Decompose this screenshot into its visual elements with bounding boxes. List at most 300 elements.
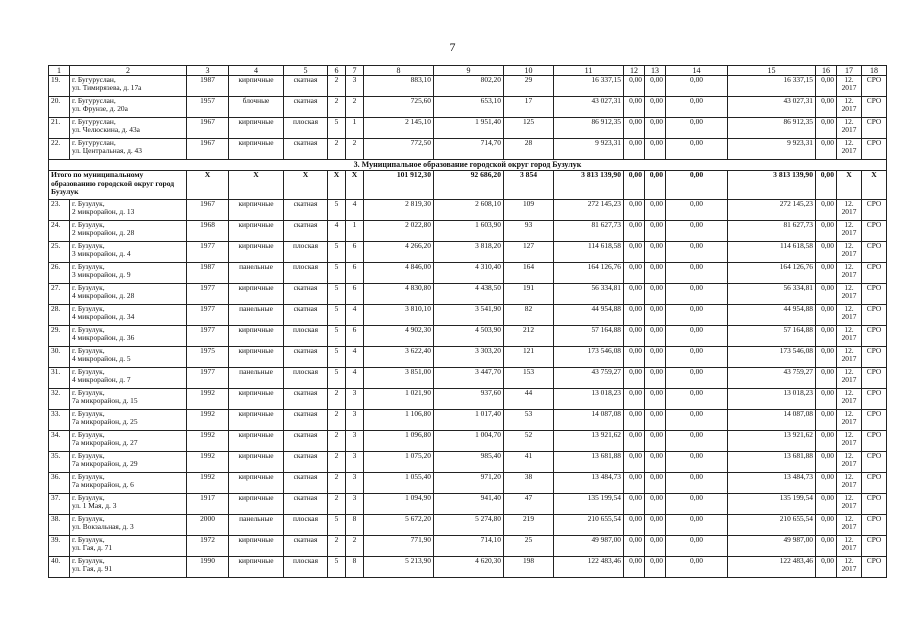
cell: 16 337,15 xyxy=(554,76,624,97)
cell: 2 022,80 xyxy=(364,221,434,242)
cell: 0,00 xyxy=(645,221,666,242)
cell: 3 303,20 xyxy=(434,347,504,368)
deadline-month: 12. xyxy=(844,75,854,84)
cell: 2 xyxy=(328,139,346,160)
address-cell xyxy=(70,557,187,578)
cell: 1 055,40 xyxy=(364,473,434,494)
total-label: Итого по муниципальному образованию городской округ город Бузулук xyxy=(49,171,187,200)
address-city: г. Бузулук, xyxy=(72,409,105,418)
row-number: 19. xyxy=(49,76,70,97)
cell: 0,00 xyxy=(624,410,645,431)
cell: 114 618,58 xyxy=(728,242,816,263)
cell: 212 xyxy=(504,326,554,347)
cell: 0,00 xyxy=(624,389,645,410)
cell: 2 145,10 xyxy=(364,118,434,139)
cell: панельные xyxy=(229,305,284,326)
address-street: 2 микрорайон, д. 28 xyxy=(72,228,135,237)
address-street: 3 микрорайон, д. 9 xyxy=(72,270,131,279)
cell: 52 xyxy=(504,431,554,452)
cell: 0,00 xyxy=(666,368,728,389)
cell: 0,00 xyxy=(645,326,666,347)
column-number: 18 xyxy=(862,66,887,76)
deadline-month: 12. xyxy=(844,220,854,229)
deadline-month: 12. xyxy=(844,388,854,397)
address-cell xyxy=(70,347,187,368)
cell: 0,00 xyxy=(666,200,728,221)
cell: 28 xyxy=(504,139,554,160)
deadline-year: 2017 xyxy=(841,104,857,113)
cell: 0,00 xyxy=(645,368,666,389)
cell: кирпичные xyxy=(229,242,284,263)
cell: 0,00 xyxy=(666,431,728,452)
cell: 0,00 xyxy=(645,284,666,305)
cell: 5 xyxy=(328,515,346,536)
fund-method-cell: СРО xyxy=(862,431,887,452)
cell: 0,00 xyxy=(816,200,837,221)
cell: 3 810,10 xyxy=(364,305,434,326)
deadline-year: 2017 xyxy=(841,312,857,321)
cell: 1 004,70 xyxy=(434,431,504,452)
row-number: 31. xyxy=(49,368,70,389)
cell: 3 xyxy=(346,473,364,494)
cell: скатная xyxy=(284,284,328,305)
cell: 9 923,31 xyxy=(554,139,624,160)
total-cell: 101 912,30 xyxy=(364,171,434,200)
cell: 44 954,88 xyxy=(554,305,624,326)
address-cell xyxy=(70,431,187,452)
cell: 0,00 xyxy=(666,347,728,368)
deadline-year: 2017 xyxy=(841,480,857,489)
deadline-year: 2017 xyxy=(841,396,857,405)
table-row xyxy=(49,221,887,242)
address-street: 3 микрорайон, д. 4 xyxy=(72,249,131,258)
cell: 1975 xyxy=(187,347,229,368)
cell: плоская xyxy=(284,118,328,139)
address-street: ул. Фрунзе, д. 20а xyxy=(72,104,128,113)
row-number: 29. xyxy=(49,326,70,347)
deadline-year: 2017 xyxy=(841,438,857,447)
cell: 4 xyxy=(328,221,346,242)
cell: 125 xyxy=(504,118,554,139)
address-street: 4 микрорайон, д. 7 xyxy=(72,375,131,384)
cell: 0,00 xyxy=(816,494,837,515)
cell: 0,00 xyxy=(816,284,837,305)
cell: 1 106,80 xyxy=(364,410,434,431)
cell: 0,00 xyxy=(666,536,728,557)
cell: панельные xyxy=(229,368,284,389)
cell: 109 xyxy=(504,200,554,221)
cell: 121 xyxy=(504,347,554,368)
fund-method-cell: СРО xyxy=(862,557,887,578)
address-cell xyxy=(70,515,187,536)
deadline-cell xyxy=(837,368,862,389)
cell: 0,00 xyxy=(666,139,728,160)
cell: 135 199,54 xyxy=(728,494,816,515)
fund-method-cell: СРО xyxy=(862,118,887,139)
row-number: 33. xyxy=(49,410,70,431)
cell: 0,00 xyxy=(816,305,837,326)
fund-method-cell: СРО xyxy=(862,473,887,494)
table-row xyxy=(49,347,887,368)
fund-method-cell: СРО xyxy=(862,221,887,242)
deadline-cell xyxy=(837,536,862,557)
cell: 0,00 xyxy=(666,410,728,431)
cell: скатная xyxy=(284,305,328,326)
deadline-cell xyxy=(837,97,862,118)
deadline-year: 2017 xyxy=(841,228,857,237)
cell: 122 483,46 xyxy=(554,557,624,578)
cell: 0,00 xyxy=(816,410,837,431)
cell: 0,00 xyxy=(816,242,837,263)
deadline-month: 12. xyxy=(844,493,854,502)
total-cell: 3 813 139,90 xyxy=(728,171,816,200)
address-city: г. Бузулук, xyxy=(72,388,105,397)
cell: 0,00 xyxy=(666,221,728,242)
table-row xyxy=(49,368,887,389)
address-cell xyxy=(70,389,187,410)
address-street: 7а микрорайон, д. 25 xyxy=(72,417,138,426)
cell: 13 484,73 xyxy=(554,473,624,494)
cell: 0,00 xyxy=(645,389,666,410)
cell: 0,00 xyxy=(666,242,728,263)
cell: 0,00 xyxy=(816,452,837,473)
row-number: 25. xyxy=(49,242,70,263)
address-cell xyxy=(70,118,187,139)
address-city: г. Бузулук, xyxy=(72,367,105,376)
cell: 86 912,35 xyxy=(554,118,624,139)
column-number: 5 xyxy=(284,66,328,76)
cell: 13 681,88 xyxy=(728,452,816,473)
table-row xyxy=(49,326,887,347)
address-cell xyxy=(70,284,187,305)
cell: 41 xyxy=(504,452,554,473)
cell: 802,20 xyxy=(434,76,504,97)
cell: 0,00 xyxy=(666,515,728,536)
row-number: 35. xyxy=(49,452,70,473)
cell: 714,70 xyxy=(434,139,504,160)
deadline-year: 2017 xyxy=(841,333,857,342)
cell: 0,00 xyxy=(666,76,728,97)
deadline-year: 2017 xyxy=(841,417,857,426)
fund-method-cell: СРО xyxy=(862,326,887,347)
deadline-year: 2017 xyxy=(841,564,857,573)
cell: 4 902,30 xyxy=(364,326,434,347)
table-row xyxy=(49,284,887,305)
cell: 0,00 xyxy=(645,557,666,578)
cell: 0,00 xyxy=(645,473,666,494)
cell: 81 627,73 xyxy=(554,221,624,242)
cell: 0,00 xyxy=(624,76,645,97)
deadline-cell xyxy=(837,139,862,160)
cell: плоская xyxy=(284,242,328,263)
column-number: 15 xyxy=(728,66,816,76)
deadline-cell xyxy=(837,263,862,284)
cell: кирпичные xyxy=(229,139,284,160)
cell: 86 912,35 xyxy=(728,118,816,139)
deadline-cell xyxy=(837,221,862,242)
cell: 771,90 xyxy=(364,536,434,557)
deadline-cell xyxy=(837,347,862,368)
cell: панельные xyxy=(229,263,284,284)
deadline-cell xyxy=(837,76,862,97)
cell: скатная xyxy=(284,97,328,118)
cell: 3 851,00 xyxy=(364,368,434,389)
row-number: 26. xyxy=(49,263,70,284)
cell: 0,00 xyxy=(645,263,666,284)
cell: 93 xyxy=(504,221,554,242)
column-number-row xyxy=(49,66,887,76)
cell: 4 830,80 xyxy=(364,284,434,305)
row-number: 21. xyxy=(49,118,70,139)
address-street: ул. 1 Мая, д. 3 xyxy=(72,501,117,510)
cell: 127 xyxy=(504,242,554,263)
address-street: 7а микрорайон, д. 6 xyxy=(72,480,134,489)
cell: 3 622,40 xyxy=(364,347,434,368)
address-cell xyxy=(70,263,187,284)
deadline-month: 12. xyxy=(844,535,854,544)
cell: 1967 xyxy=(187,139,229,160)
cell: кирпичные xyxy=(229,76,284,97)
cell: 0,00 xyxy=(645,515,666,536)
cell: 6 xyxy=(346,263,364,284)
column-number: 6 xyxy=(328,66,346,76)
column-number: 2 xyxy=(70,66,187,76)
cell: 13 921,62 xyxy=(728,431,816,452)
address-city: г. Бузулук, xyxy=(72,493,105,502)
cell: 0,00 xyxy=(624,368,645,389)
cell: 8 xyxy=(346,515,364,536)
cell: 2 xyxy=(346,536,364,557)
cell: 4 xyxy=(346,305,364,326)
cell: 1992 xyxy=(187,389,229,410)
address-city: г. Бузулук, xyxy=(72,283,105,292)
cell: 4 846,00 xyxy=(364,263,434,284)
column-number: 17 xyxy=(837,66,862,76)
cell: 210 655,54 xyxy=(554,515,624,536)
cell: скатная xyxy=(284,410,328,431)
address-city: г. Бузулук, xyxy=(72,262,105,271)
cell: 114 618,58 xyxy=(554,242,624,263)
table-row xyxy=(49,410,887,431)
fund-method-cell: СРО xyxy=(862,515,887,536)
deadline-month: 12. xyxy=(844,346,854,355)
address-city: г. Бузулук, xyxy=(72,451,105,460)
cell: 8 xyxy=(346,557,364,578)
address-street: 7а микрорайон, д. 27 xyxy=(72,438,138,447)
address-cell xyxy=(70,242,187,263)
cell: 6 xyxy=(346,242,364,263)
cell: кирпичные xyxy=(229,473,284,494)
address-street: 4 микрорайон, д. 28 xyxy=(72,291,135,300)
cell: 3 818,20 xyxy=(434,242,504,263)
cell: 2 xyxy=(346,97,364,118)
cell: 0,00 xyxy=(645,431,666,452)
row-number: 39. xyxy=(49,536,70,557)
cell: 1 017,40 xyxy=(434,410,504,431)
address-city: г. Бузулук, xyxy=(72,199,105,208)
cell: 0,00 xyxy=(816,221,837,242)
cell: 38 xyxy=(504,473,554,494)
cell: 1968 xyxy=(187,221,229,242)
cell: 0,00 xyxy=(624,431,645,452)
cell: 5 xyxy=(328,284,346,305)
address-street: ул. Челюскина, д. 43а xyxy=(72,125,140,134)
deadline-cell xyxy=(837,557,862,578)
cell: 2 xyxy=(328,76,346,97)
cell: 13 018,23 xyxy=(554,389,624,410)
cell: 3 447,70 xyxy=(434,368,504,389)
address-cell xyxy=(70,305,187,326)
cell: 725,60 xyxy=(364,97,434,118)
housing-repair-table xyxy=(48,65,887,578)
fund-method-cell: СРО xyxy=(862,200,887,221)
cell: 0,00 xyxy=(666,284,728,305)
column-number: 13 xyxy=(645,66,666,76)
deadline-month: 12. xyxy=(844,367,854,376)
cell: 1917 xyxy=(187,494,229,515)
cell: 5 xyxy=(328,200,346,221)
cell: 5 xyxy=(328,263,346,284)
cell: 29 xyxy=(504,76,554,97)
cell: кирпичные xyxy=(229,410,284,431)
cell: 43 759,27 xyxy=(554,368,624,389)
deadline-cell xyxy=(837,118,862,139)
cell: скатная xyxy=(284,473,328,494)
address-cell xyxy=(70,221,187,242)
deadline-year: 2017 xyxy=(841,501,857,510)
total-cell: X xyxy=(346,171,364,200)
cell: 164 126,76 xyxy=(554,263,624,284)
table-row xyxy=(49,139,887,160)
address-street: 4 микрорайон, д. 34 xyxy=(72,312,135,321)
address-cell xyxy=(70,473,187,494)
cell: 0,00 xyxy=(624,515,645,536)
cell: 0,00 xyxy=(816,139,837,160)
fund-method-cell: СРО xyxy=(862,139,887,160)
cell: 5 xyxy=(328,118,346,139)
section-row xyxy=(49,160,887,171)
cell: 0,00 xyxy=(816,389,837,410)
cell: 0,00 xyxy=(645,139,666,160)
cell: кирпичные xyxy=(229,536,284,557)
deadline-month: 12. xyxy=(844,325,854,334)
cell: 0,00 xyxy=(645,200,666,221)
cell: 1992 xyxy=(187,473,229,494)
total-cell: 3 813 139,90 xyxy=(554,171,624,200)
cell: 2 819,30 xyxy=(364,200,434,221)
cell: 56 334,81 xyxy=(554,284,624,305)
cell: 5 213,90 xyxy=(364,557,434,578)
address-cell xyxy=(70,139,187,160)
cell: 0,00 xyxy=(666,494,728,515)
cell: кирпичные xyxy=(229,431,284,452)
cell: 49 987,00 xyxy=(728,536,816,557)
cell: 0,00 xyxy=(645,347,666,368)
row-number: 36. xyxy=(49,473,70,494)
deadline-month: 12. xyxy=(844,451,854,460)
cell: 0,00 xyxy=(666,389,728,410)
fund-method-cell: СРО xyxy=(862,242,887,263)
cell: 883,10 xyxy=(364,76,434,97)
cell: 1987 xyxy=(187,76,229,97)
cell: 2 xyxy=(328,494,346,515)
address-city: г. Бугуруслан, xyxy=(72,117,116,126)
fund-method-cell: СРО xyxy=(862,389,887,410)
cell: 43 027,31 xyxy=(728,97,816,118)
cell: 941,40 xyxy=(434,494,504,515)
cell: 0,00 xyxy=(624,284,645,305)
address-street: ул. Вокзальная, д. 3 xyxy=(72,522,134,531)
fund-method-cell: СРО xyxy=(862,305,887,326)
cell: 17 xyxy=(504,97,554,118)
fund-method-cell: СРО xyxy=(862,410,887,431)
cell: 0,00 xyxy=(624,326,645,347)
cell: 5 xyxy=(328,305,346,326)
column-number: 12 xyxy=(624,66,645,76)
cell: 13 018,23 xyxy=(728,389,816,410)
cell: 0,00 xyxy=(624,221,645,242)
address-city: г. Бузулук, xyxy=(72,472,105,481)
cell: 9 923,31 xyxy=(728,139,816,160)
cell: 3 xyxy=(346,452,364,473)
cell: 3 xyxy=(346,410,364,431)
table-row xyxy=(49,389,887,410)
deadline-year: 2017 xyxy=(841,83,857,92)
deadline-month: 12. xyxy=(844,409,854,418)
cell: 0,00 xyxy=(624,118,645,139)
address-cell xyxy=(70,200,187,221)
address-street: ул. Центральная, д. 43 xyxy=(72,146,142,155)
fund-method-cell: СРО xyxy=(862,263,887,284)
cell: 13 484,73 xyxy=(728,473,816,494)
cell: 0,00 xyxy=(645,536,666,557)
cell: 0,00 xyxy=(624,263,645,284)
cell: 0,00 xyxy=(645,452,666,473)
column-number: 8 xyxy=(364,66,434,76)
cell: 25 xyxy=(504,536,554,557)
address-city: г. Бузулук, xyxy=(72,535,105,544)
cell: 4 620,30 xyxy=(434,557,504,578)
deadline-year: 2017 xyxy=(841,291,857,300)
cell: 5 672,20 xyxy=(364,515,434,536)
deadline-year: 2017 xyxy=(841,125,857,134)
table-row xyxy=(49,452,887,473)
cell: 5 xyxy=(328,557,346,578)
cell: 16 337,15 xyxy=(728,76,816,97)
deadline-month: 12. xyxy=(844,430,854,439)
cell: 272 145,23 xyxy=(728,200,816,221)
cell: скатная xyxy=(284,221,328,242)
deadline-year: 2017 xyxy=(841,270,857,279)
total-cell: 92 686,20 xyxy=(434,171,504,200)
cell: 210 655,54 xyxy=(728,515,816,536)
cell: 153 xyxy=(504,368,554,389)
deadline-cell xyxy=(837,515,862,536)
table-row xyxy=(49,242,887,263)
fund-method-cell: СРО xyxy=(862,284,887,305)
row-number: 20. xyxy=(49,97,70,118)
cell: 1977 xyxy=(187,305,229,326)
table-row xyxy=(49,263,887,284)
cell: 5 xyxy=(328,242,346,263)
deadline-cell xyxy=(837,326,862,347)
deadline-cell xyxy=(837,242,862,263)
cell: 1957 xyxy=(187,97,229,118)
cell: скатная xyxy=(284,139,328,160)
address-city: г. Бугуруслан, xyxy=(72,138,116,147)
address-street: ул. Гая, д. 91 xyxy=(72,564,113,573)
deadline-cell xyxy=(837,410,862,431)
